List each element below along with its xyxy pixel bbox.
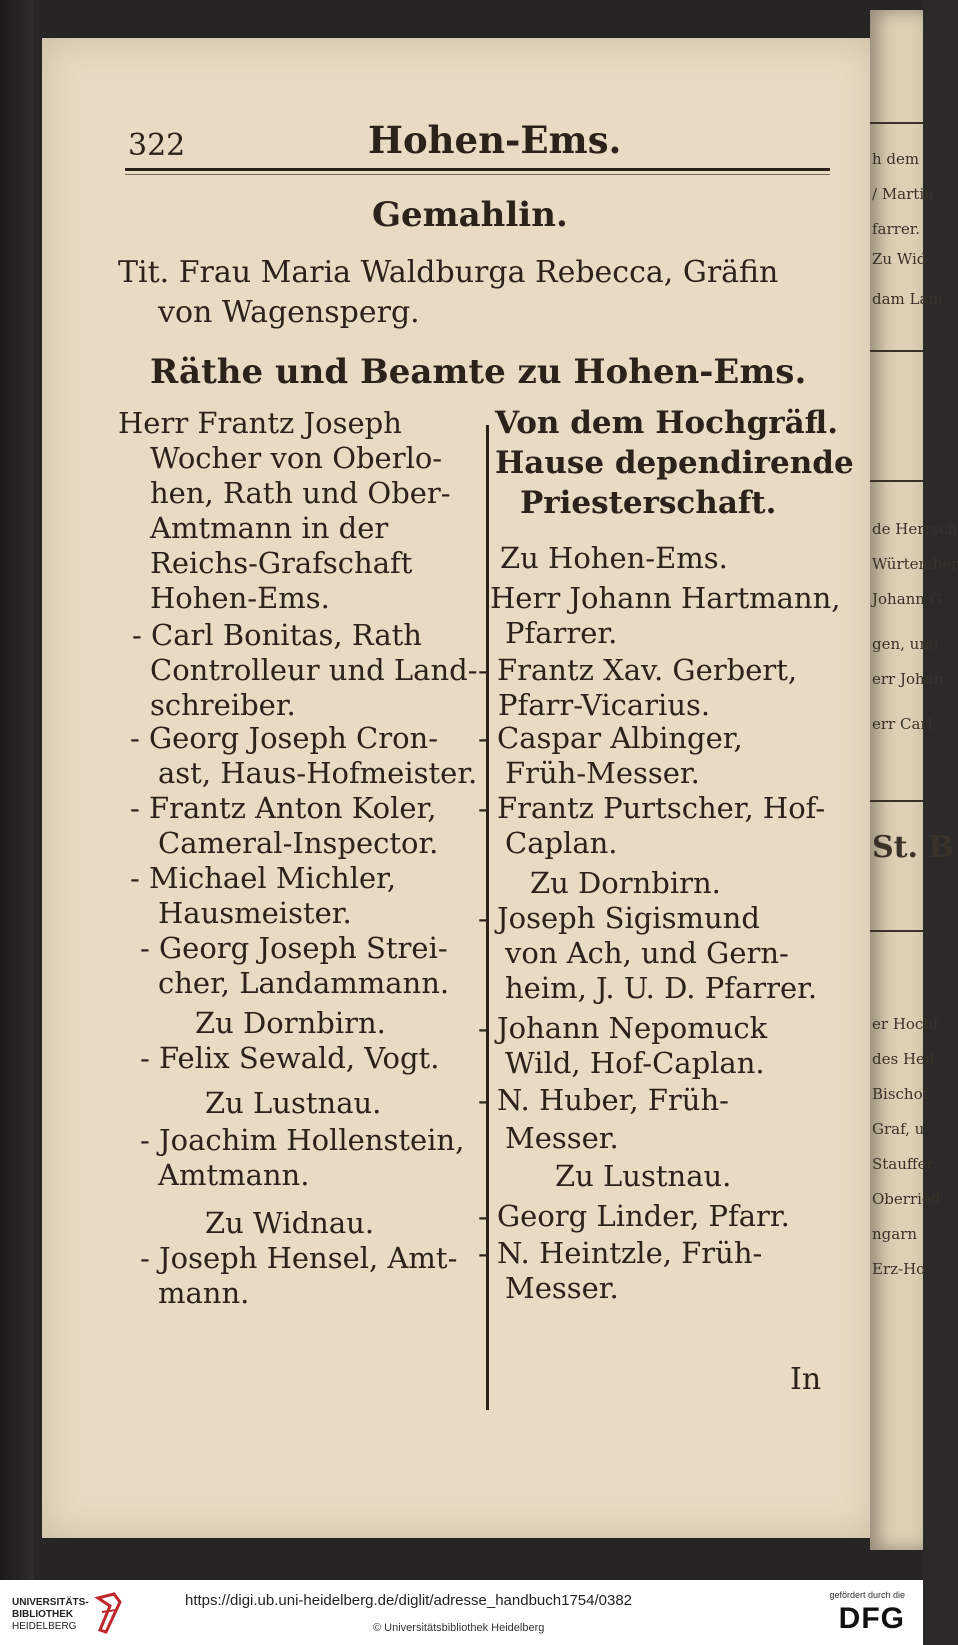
library-name-line: HEIDELBERG xyxy=(12,1621,77,1632)
viewer-footer xyxy=(0,1580,923,1645)
left-column-line: - Felix Sewald, Vogt. xyxy=(140,1041,440,1075)
right-column-line: Zu Hohen-Ems. xyxy=(500,541,728,575)
copyright-notice: © Universitätsbibliothek Heidelberg xyxy=(373,1622,545,1634)
gemahlin-heading: Gemahlin. xyxy=(372,195,568,235)
left-column-line: Wocher von Oberlo- xyxy=(150,441,443,475)
right-column-line: - N. Huber, Früh- xyxy=(478,1083,729,1117)
left-column-line: - Joseph Hensel, Amt- xyxy=(140,1241,458,1275)
left-column-line: Zu Widnau. xyxy=(205,1206,375,1240)
left-column-line: mann. xyxy=(158,1276,250,1310)
adjacent-page-rule xyxy=(870,800,923,802)
left-column-line: - Michael Michler, xyxy=(130,861,397,895)
adjacent-page-fragment: farrer. xyxy=(872,220,921,238)
right-column-line: Hause dependirende xyxy=(495,445,854,481)
left-column-line: Controlleur und Land- xyxy=(150,653,478,687)
raethe-heading: Räthe und Beamte zu Hohen-Ems. xyxy=(150,352,807,392)
left-column-line: ast, Haus-Hofmeister. xyxy=(158,756,478,790)
right-column-line: Pfarrer. xyxy=(505,616,618,650)
dfg-logo: DFG xyxy=(838,1602,905,1635)
library-name-line: UNIVERSITÄTS- xyxy=(12,1597,89,1608)
right-column-line: heim, J. U. D. Pfarrer. xyxy=(505,971,818,1005)
left-column-line: Herr Frantz Joseph xyxy=(118,406,402,440)
right-column-line: Zu Dornbirn. xyxy=(530,866,721,900)
right-column-line: Messer. xyxy=(505,1121,619,1155)
adjacent-page-fragment: Würtember xyxy=(872,555,958,573)
adjacent-page-fragment: Johann G xyxy=(872,590,942,608)
left-column-line: Hohen-Ems. xyxy=(150,581,330,615)
adjacent-page-fragment: Zu Wid xyxy=(872,250,927,268)
adjacent-page-fragment: Erz-Ho xyxy=(872,1260,926,1278)
catchword: In xyxy=(790,1362,822,1397)
right-column-line: Caplan. xyxy=(505,826,618,860)
right-column-line: Herr Johann Hartmann, xyxy=(490,581,841,615)
header-rule-thin xyxy=(125,174,830,175)
adjacent-page-fragment: / Martin xyxy=(872,185,934,203)
left-column-line: cher, Landammann. xyxy=(158,966,450,1000)
left-column-line: Reichs-Grafschaft xyxy=(150,546,413,580)
left-column-line: Amtmann. xyxy=(158,1158,310,1192)
adjacent-page-fragment: St. B xyxy=(872,830,954,865)
adjacent-page-fragment: Graf, u xyxy=(872,1120,925,1138)
right-column-line: - Joseph Sigismund xyxy=(478,901,760,935)
adjacent-page-fragment: err Johan xyxy=(872,670,944,688)
right-column-line: Von dem Hochgräfl. xyxy=(495,405,839,441)
right-column-line: Pfarr-Vicarius. xyxy=(498,688,711,722)
adjacent-page-fragment: er Hochf xyxy=(872,1015,939,1033)
right-column-line: Früh-Messer. xyxy=(505,756,700,790)
running-title: Hohen-Ems. xyxy=(368,118,622,162)
right-column-line: Priesterschaft. xyxy=(520,485,777,521)
book-binding xyxy=(0,0,34,1580)
left-column-line: - Frantz Anton Koler, xyxy=(130,791,437,825)
adjacent-page-rule xyxy=(870,122,923,124)
right-column-line: - Frantz Purtscher, Hof- xyxy=(478,791,826,825)
right-column-line: - Caspar Albinger, xyxy=(478,721,743,755)
adjacent-page-rule xyxy=(870,480,923,482)
adjacent-page-rule xyxy=(870,930,923,932)
funding-note: gefördert durch die xyxy=(829,1590,905,1600)
left-column-line: schreiber. xyxy=(150,688,296,722)
right-column-line: - Frantz Xav. Gerbert, xyxy=(478,653,798,687)
adjacent-page-rule xyxy=(870,350,923,352)
adjacent-page-fragment: des Heil xyxy=(872,1050,935,1068)
adjacent-page-fragment: Bischof xyxy=(872,1085,929,1103)
adjacent-page xyxy=(870,10,958,1550)
adjacent-page-fragment: gen, und xyxy=(872,635,939,653)
left-column-line: Hausmeister. xyxy=(158,896,352,930)
page-number: 322 xyxy=(128,128,186,163)
right-column-line: - Georg Linder, Pfarr. xyxy=(478,1199,790,1233)
adjacent-page-fragment: Stauffer xyxy=(872,1155,934,1173)
left-column-line: Zu Dornbirn. xyxy=(195,1006,386,1040)
adjacent-page-fragment: err Carl xyxy=(872,715,933,733)
left-column-line: - Georg Joseph Cron- xyxy=(130,721,439,755)
right-column-line: Messer. xyxy=(505,1271,619,1305)
adjacent-page-fragment: de Herrsch xyxy=(872,520,958,538)
right-column-line: Wild, Hof-Caplan. xyxy=(505,1046,765,1080)
right-column-line: Zu Lustnau. xyxy=(555,1159,732,1193)
right-column-line: - Johann Nepomuck xyxy=(478,1011,768,1045)
library-emblem-icon xyxy=(94,1592,124,1634)
right-column-line: von Ach, und Gern- xyxy=(505,936,789,970)
left-column-line: hen, Rath und Ober- xyxy=(150,476,451,510)
adjacent-page-fragment: ngarn xyxy=(872,1225,918,1243)
adjacent-page-fragment: Oberried xyxy=(872,1190,941,1208)
adjacent-page-fragment: h dem xyxy=(872,150,920,168)
left-column-line: - Carl Bonitas, Rath xyxy=(132,618,422,652)
document-url-link[interactable]: https://digi.ub.uni-heidelberg.de/diglit/adresse_handbuch1754/0382 xyxy=(185,1592,633,1609)
left-column-line: Amtmann in der xyxy=(150,511,389,545)
gemahlin-line-2: von Wagensperg. xyxy=(158,295,420,330)
header-rule xyxy=(125,168,830,171)
left-column-line: - Georg Joseph Strei- xyxy=(140,931,448,965)
right-column-line: - N. Heintzle, Früh- xyxy=(478,1236,763,1270)
library-name-line: BIBLIOTHEK xyxy=(12,1609,74,1620)
left-column-line: - Joachim Hollenstein, xyxy=(140,1123,465,1157)
left-column-line: Zu Lustnau. xyxy=(205,1086,382,1120)
left-column-line: Cameral-Inspector. xyxy=(158,826,439,860)
library-logo-text xyxy=(12,1597,89,1633)
gemahlin-line-1: Tit. Frau Maria Waldburga Rebecca, Gräfin xyxy=(118,255,779,290)
adjacent-page-fragment: dam Lam xyxy=(872,290,943,308)
